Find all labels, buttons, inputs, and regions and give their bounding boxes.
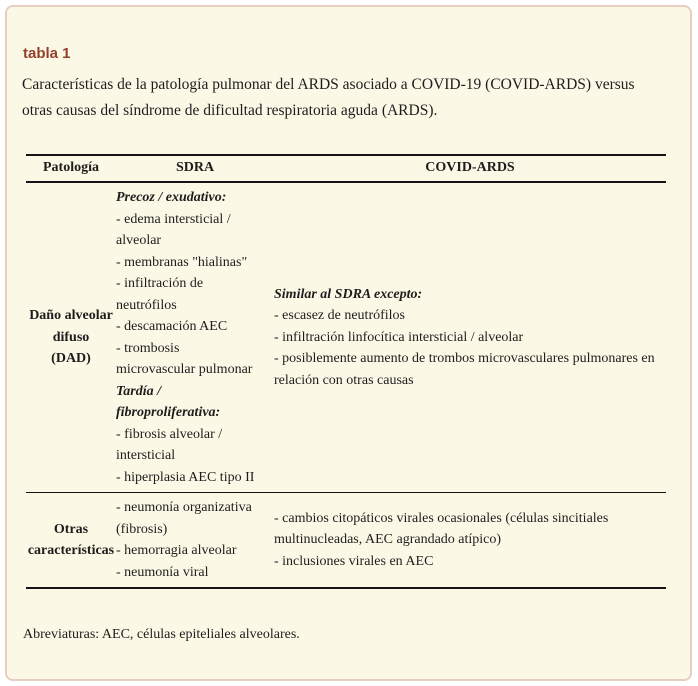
- cell-line: Daño alveolar: [29, 308, 113, 324]
- cell-line: (DAD): [51, 351, 91, 367]
- cell-dad-sdra: [116, 182, 274, 493]
- cell-line: - membranas "hialinas": [116, 254, 248, 270]
- cell-line: (fibrosis): [116, 521, 168, 537]
- pathology-comparison-table: [26, 154, 666, 589]
- table-caption: Características de la patología pulmonar del ARDS asociado a COVID-19 (COVID-ARDS) versus otras causas del síndrome de dificultad respiratoria aguda (ARDS).: [22, 76, 635, 119]
- cell-line: microvascular pulmonar: [116, 362, 253, 377]
- cell-line: Otras: [53, 521, 89, 537]
- cell-line: - neumonía viral: [116, 564, 209, 580]
- cell-line: - neumonía organizativa: [116, 500, 252, 515]
- abbreviations-footnote: Abreviaturas: AEC, células epiteliales alveolares.: [23, 627, 300, 642]
- cell-line: - escasez de neutrófilos: [274, 308, 405, 324]
- table-row-dad: [26, 182, 666, 493]
- cell-line: - inclusiones virales en AEC: [274, 553, 434, 569]
- cell-line: Tardía /: [116, 383, 161, 399]
- cell-line: relación con otras causas: [274, 372, 414, 388]
- table-label: tabla 1: [23, 45, 71, 62]
- row-header-otras-caracteristicas: [26, 493, 116, 589]
- cell-line: difuso: [52, 329, 90, 345]
- cell-line: - infiltración linfocítica intersticial / alveolar: [274, 329, 524, 345]
- column-header-covid-ards: COVID-ARDS: [274, 155, 666, 182]
- cell-line: fibroproliferativa:: [116, 405, 221, 420]
- cell-otras-covid-ards: [274, 493, 666, 589]
- cell-line: - trombosis: [116, 340, 180, 356]
- cell-line: neutrófilos: [116, 297, 177, 313]
- table-card: [5, 5, 692, 681]
- cell-line: alveolar: [116, 233, 162, 248]
- cell-line: intersticial: [116, 448, 176, 463]
- column-header-patologia: Patología: [26, 155, 116, 182]
- table-header-row: [26, 155, 666, 182]
- row-header-dad: [26, 182, 116, 493]
- cell-line: Similar al SDRA excepto:: [274, 286, 423, 302]
- cell-otras-sdra: [116, 493, 274, 589]
- cell-line: - infiltración de: [116, 276, 204, 291]
- cell-line: Precoz / exudativo:: [116, 190, 227, 205]
- column-header-sdra: SDRA: [116, 155, 274, 182]
- table-row-otras-caracteristicas: [26, 493, 666, 589]
- cell-line: multinucleadas, AEC agrandado atípico): [274, 532, 502, 548]
- cell-line: - descamación AEC: [116, 319, 228, 334]
- cell-line: - cambios citopáticos virales ocasionales (células sincitiales: [274, 510, 609, 526]
- cell-line: características: [27, 543, 115, 558]
- cell-line: - hemorragia alveolar: [116, 543, 237, 558]
- cell-dad-covid-ards: [274, 182, 666, 493]
- cell-line: - posiblemente aumento de trombos microvasculares pulmonares en: [274, 351, 655, 367]
- cell-line: - edema intersticial /: [116, 211, 231, 227]
- cell-line: - hiperplasia AEC tipo II: [116, 469, 255, 485]
- cell-line: - fibrosis alveolar /: [116, 426, 223, 442]
